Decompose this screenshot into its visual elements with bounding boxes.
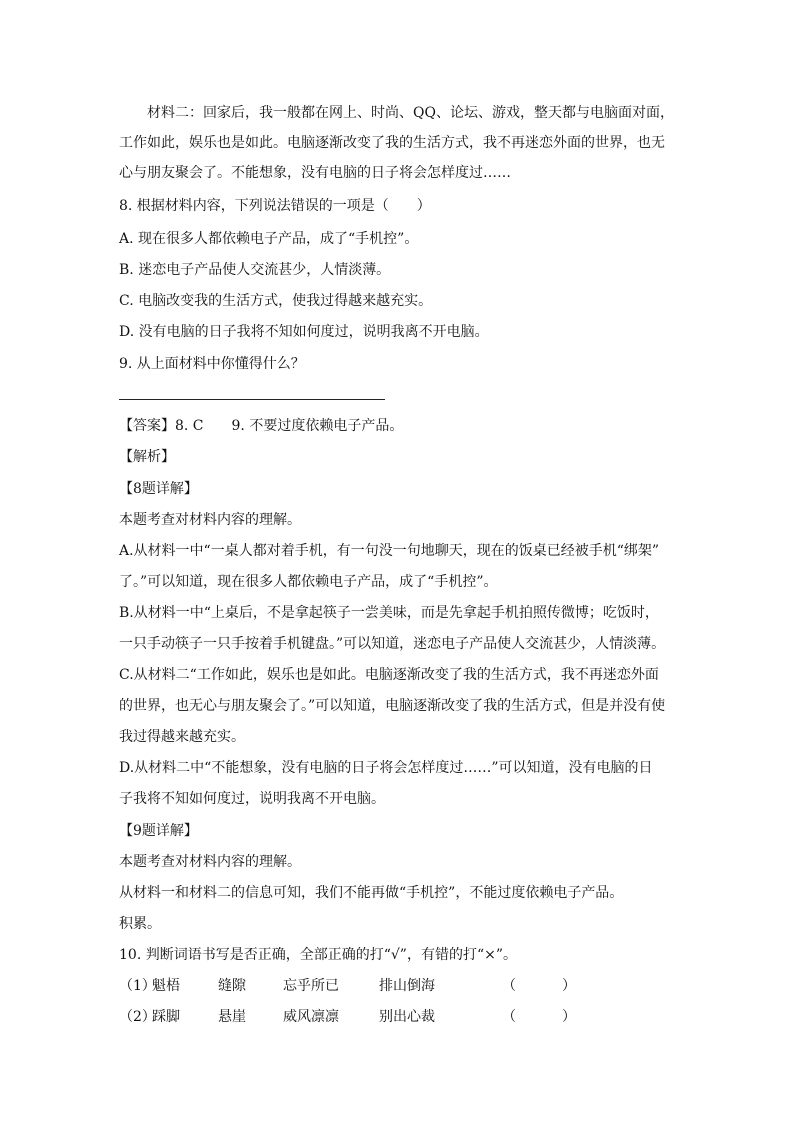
q8-option-a: A. 现在很多人都依赖电子产品，成了“手机控”。 (119, 231, 419, 247)
q10-word: 缝隙 (218, 978, 246, 994)
q9-detail-header: 【9题详解】 (119, 823, 198, 839)
q8-option-b: B. 迷恋电子产品使人交流甚少，人情淡薄。 (119, 262, 391, 278)
q8-detail-line: 本题考查对材料内容的理解。 (119, 512, 301, 528)
answer-paren-open: （ (502, 978, 516, 994)
q10-word: 忘乎所已 (283, 978, 339, 994)
answer-paren-close: ） (562, 1009, 576, 1025)
q8-detail-header: 【8题详解】 (119, 481, 198, 497)
answer-paren-open: （ (502, 1009, 516, 1025)
q8-detail-line: 的世界，也无心与朋友聚会了。”可以知道，电脑逐渐改变了我的生活方式，但是并没有使 (119, 698, 666, 714)
analysis-header: 【解析】 (119, 449, 175, 465)
q10-stem: 10. 判断词语书写是否正确，全部正确的打“√”，有错的打“×”。 (119, 947, 517, 963)
answer-blank-line (119, 399, 385, 400)
q10-word: 排山倒海 (379, 978, 435, 994)
q8-detail-line: 了。”可以知道，现在很多人都依赖电子产品，成了“手机控”。 (119, 574, 498, 590)
q8-detail-line: A.从材料一中“一桌人都对着手机，有一句没一句地聊天，现在的饭桌已经被手机“绑架” (119, 543, 660, 559)
material2-line-3: 心与朋友聚会了。不能想象，没有电脑的日子将会怎样度过…… (119, 165, 511, 181)
q8-detail-line: 子我将不知如何度过，说明我离不开电脑。 (119, 791, 385, 807)
q10-word: 别出心裁 (379, 1009, 435, 1025)
answer-text: 【答案】8. C 9. 不要过度依赖电子产品。 (119, 418, 404, 434)
q9-stem: 9. 从上面材料中你懂得什么？ (119, 356, 305, 372)
q9-detail-line: 从材料一和材料二的信息可知，我们不能再做“手机控”，不能过度依赖电子产品。 (119, 885, 624, 901)
q10-word: 踩脚 (152, 1009, 180, 1025)
q8-option-d: D. 没有电脑的日子我将不知如何度过，说明我离不开电脑。 (119, 324, 489, 340)
q10-word: 威风凛凛 (283, 1009, 339, 1025)
material2-line-1: 材料二：回家后，我一般都在网上、时尚、QQ、论坛、游戏，整天都与电脑面对面， (147, 105, 674, 121)
q10-word: 悬崖 (218, 1009, 246, 1025)
answer-paren-close: ） (562, 978, 576, 994)
material2-line-2: 工作如此，娱乐也是如此。电脑逐渐改变了我的生活方式，我不再迷恋外面的世界，也无 (119, 135, 665, 151)
q10-row-number: （2） (119, 1009, 156, 1025)
q8-detail-line: 一只手动筷子一只手按着手机键盘。”可以知道，迷恋电子产品使人交流甚少，人情淡薄。 (119, 636, 666, 652)
section-title: 积累。 (119, 916, 161, 932)
q10-word: 魁梧 (152, 978, 180, 994)
q8-option-c: C. 电脑改变我的生活方式，使我过得越来越充实。 (119, 293, 433, 309)
q8-detail-line: D.从材料二中“不能想象，没有电脑的日子将会怎样度过……”可以知道，没有电脑的日 (119, 760, 653, 776)
q9-detail-line: 本题考查对材料内容的理解。 (119, 854, 301, 870)
q8-detail-line: C.从材料二“工作如此，娱乐也是如此。电脑逐渐改变了我的生活方式，我不再迷恋外面 (119, 667, 659, 683)
q8-detail-line: B.从材料一中“上桌后，不是拿起筷子一尝美味，而是先拿起手机拍照传微博；吃饭时， (119, 605, 659, 621)
q10-row-number: （1） (119, 978, 156, 994)
q8-detail-line: 我过得越来越充实。 (119, 729, 245, 745)
q8-stem: 8. 根据材料内容，下列说法错误的一项是（ ） (119, 198, 431, 214)
